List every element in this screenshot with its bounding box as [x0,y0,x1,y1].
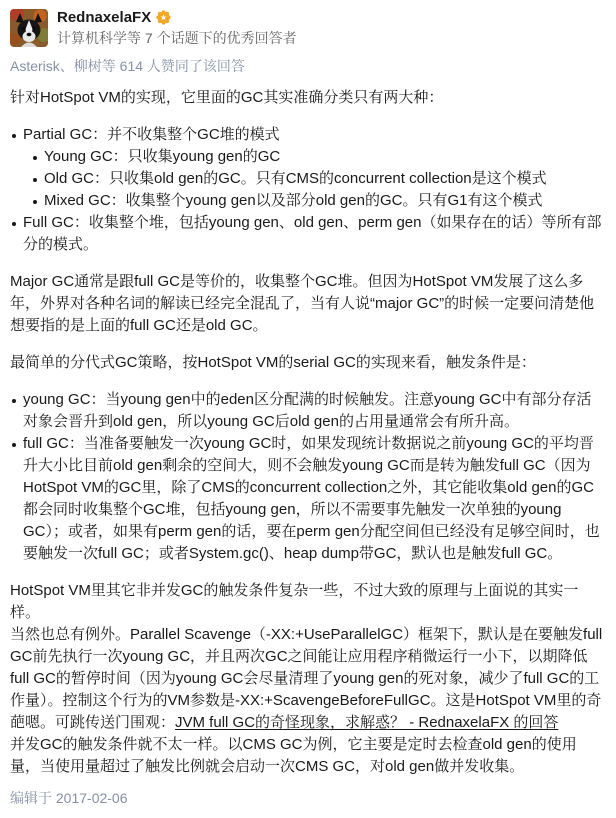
dog-avatar-image [10,9,48,47]
list-item: full GC：当准备要触发一次young GC时，如果发现统计数据说之前young GC的平均晋升大小比目前old gen剩余的空间大，则不会触发young GC而是转为触发full GC（因为HotSpot VM的GC里，除了CMS的concurrent collection之外，其它能收集old gen的GC都会同时收集整个GC堆，包括young gen，所以不需要事先触发一次单独的young GC）；或者，如果有perm gen的话，要在perm gen分配空间但已经没有足够空间时，也要触发一次full GC；或者System.gc()、heap dump带GC，默认也是触发full GC。 [10,433,606,565]
avatar[interactable] [10,9,48,47]
related-answer-link[interactable]: JVM full GC的奇怪现象，求解惑？ - RednaxelaFX 的回答 [175,714,559,731]
answer-paragraph [10,624,606,734]
gc-trigger-list [10,389,606,565]
voters-summary[interactable]: Asterisk、柳树等 614 人赞同了该回答 [10,58,245,74]
author-header [10,8,606,47]
list-item: Old GC：只收集old gen的GC。只有CMS的concurrent collection是这个模式 [31,168,606,190]
paragraph-text: 当然也总有例外。Parallel Scavenge（-XX:+UseParallelGC）框架下，默认是在要触发full GC前先执行一次young GC，并且两次GC之间能让应用程序稍微运行一小下，以期降低full GC的暂停时间（因为young GC会尽量清理了young gen的死对象，减少了full GC的工作量）。控制这个行为的VM参数是-XX:+ScavengeBeforeFullGC。这是HotSpot VM里的奇葩嗯。可跳传送门围观： [10,626,603,731]
answer-paragraph: 针对HotSpot VM的实现，它里面的GC其实准确分类只有两大种： [10,89,444,106]
answer-paragraph: 最简单的分代式GC策略，按HotSpot VM的serial GC的实现来看，触发条件是： [10,354,536,371]
answer-body [10,87,606,778]
list-item: Mixed GC：收集整个young gen以及部分old gen的GC。只有G1有这个模式 [31,190,606,212]
list-item: Full GC：收集整个堆，包括young gen、old gen、perm gen（如果存在的话）等所有部分的模式。 [10,212,606,256]
answer-paragraph: Major GC通常是跟full GC是等价的，收集整个GC堆。但因为HotSpot VM发展了这么多年，外界对各种名词的解读已经完全混乱了，当有人说“major GC”的时候一定要问清楚他想要指的是上面的full GC还是old GC。 [10,273,595,334]
gc-type-list [10,124,606,256]
author-tagline: 计算机科学等 7 个话题下的优秀回答者 [57,30,297,46]
list-item: Partial GC：并不收集整个GC堆的模式 [10,124,606,146]
answer-paragraph-group [10,580,606,778]
author-meta [57,8,297,47]
list-item: young GC：当young gen中的eden区分配满的时候触发。注意young GC中有部分存活对象会晋升到old gen，所以young GC后old gen的占用量通常会有所升高。 [10,389,606,433]
list-item: Young GC：只收集young gen的GC [31,146,606,168]
answer-paragraph: 并发GC的触发条件就不太一样。以CMS GC为例，它主要是定时去检查old gen的使用量，当使用量超过了触发比例就会启动一次CMS GC，对old gen做并发收集。 [10,736,577,775]
excellent-answerer-badge-icon [156,10,171,25]
answer-paragraph: HotSpot VM里其它非并发GC的触发条件复杂一些，不过大致的原理与上面说的其实一样。 [10,582,579,621]
username[interactable]: RednaxelaFX [57,9,152,26]
edited-timestamp: 编辑于 2017-02-06 [10,790,128,806]
